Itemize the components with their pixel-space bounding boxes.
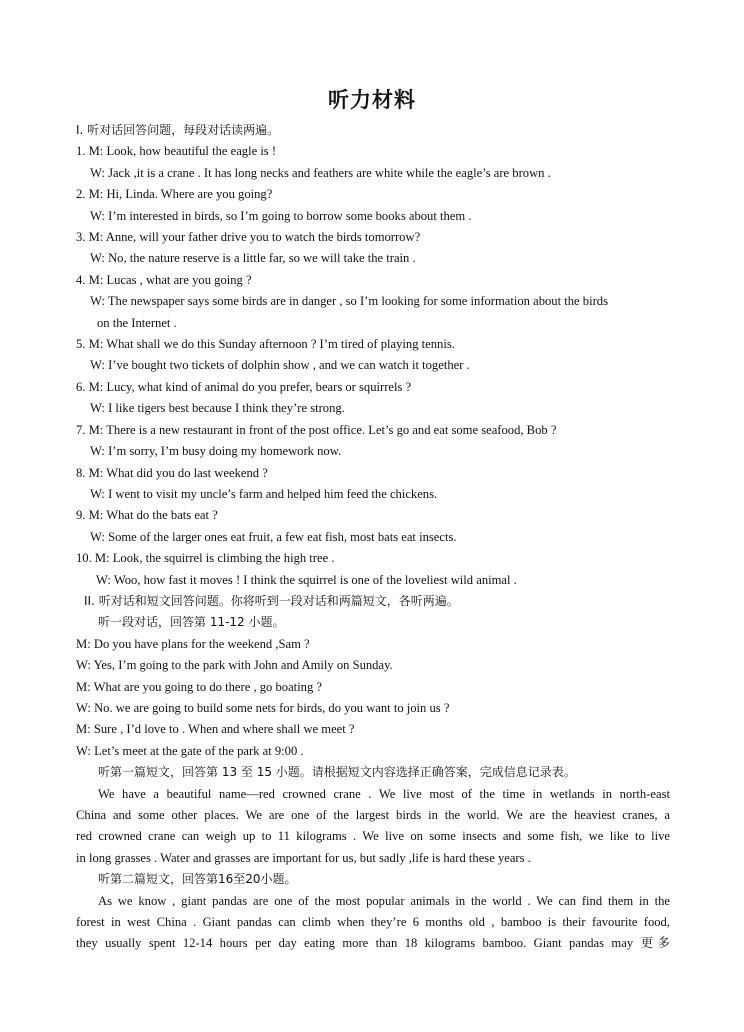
dialogue-line: 8. M: What did you do last weekend ? (76, 465, 268, 480)
dialogue-line: 5. M: What shall we do this Sunday afternoon ? I’m tired of playing tennis. (76, 337, 455, 352)
paragraph-line: in long grasses . Water and grasses are important for us, but sadly ,life is hard these years . (76, 850, 531, 865)
dialogue-line: 2. M: Hi, Linda. Where are you going? (76, 187, 273, 202)
paragraph-line: We have a beautiful name—red crowned crane . We live most of the time in wetlands in north-east (98, 786, 670, 801)
dialogue-line: on the Internet . (97, 315, 177, 330)
paragraph-line: China and some other places. We are one of the largest birds in the world. We are the heaviest cranes, a (76, 808, 670, 822)
document-body (76, 120, 670, 955)
dialogue-line: 4. M: Lucas , what are you going ? (76, 272, 252, 287)
paragraph-line: forest in west China . Giant pandas can climb when they’re 6 months old , bamboo is their favourite food, (76, 915, 670, 930)
dialogue-line: W: No. we are going to build some nets for birds, do you want to join us ? (76, 700, 450, 715)
dialogue-line: M: Do you have plans for the weekend ,Sam ? (76, 636, 310, 651)
dialogue-line: 10. M: Look, the squirrel is climbing the high tree . (76, 551, 335, 566)
dialogue-line: W: I like tigers best because I think they’re strong. (90, 401, 345, 416)
page-title: 听力材料 (328, 88, 416, 112)
dialogue-line: M: What are you going to do there , go boating ? (76, 679, 322, 694)
dialogue-line: W: Yes, I’m going to the park with John and Amily on Sunday. (76, 658, 393, 673)
section-heading-2: II. 听对话和短文回答问题。你将听到一段对话和两篇短文，各听两遍。 (84, 593, 459, 608)
sub-heading: 听第二篇短文，回答第16至20小题。 (98, 872, 297, 887)
sub-heading: 听一段对话，回答第 11-12 小题。 (98, 615, 285, 630)
paragraph-line: As we know , giant pandas are one of the most popular animals in the world . We can find them in the (98, 893, 670, 908)
paragraph-line: red crowned crane can weigh up to 11 kilograms . We live on some insects and some fish, we like to live (76, 829, 670, 844)
dialogue-line: W: No, the nature reserve is a little far, so we will take the train . (90, 251, 416, 266)
dialogue-line: 1. M: Look, how beautiful the eagle is ! (76, 144, 277, 159)
dialogue-line: W: Let’s meet at the gate of the park at 9:00 . (76, 743, 304, 758)
sub-heading: 听第一篇短文，回答第 13 至 15 小题。请根据短文内容选择正确答案，完成信息记录表。 (98, 765, 576, 780)
dialogue-line: M: Sure , I’d love to . When and where shall we meet ? (76, 722, 355, 737)
dialogue-line: W: Some of the larger ones eat fruit, a few eat fish, most bats eat insects. (90, 529, 457, 544)
dialogue-line: W: I’m interested in birds, so I’m going to borrow some books about them . (90, 208, 472, 223)
dialogue-line: W: I went to visit my uncle’s farm and helped him feed the chickens. (90, 486, 438, 501)
dialogue-line: W: Jack ,it is a crane . It has long necks and feathers are white while the eagle’s are brown . (90, 165, 551, 180)
paragraph-line: they usually spent 12-14 hours per day eating more than 18 kilograms bamboo. Giant pandas may 更多 (76, 936, 670, 951)
dialogue-line: W: I’ve bought two tickets of dolphin show , and we can watch it together . (90, 358, 470, 373)
dialogue-line: 7. M: There is a new restaurant in front of the post office. Let’s go and eat some seafood, Bob ? (76, 422, 557, 437)
section-heading-1: I. 听对话回答问题，每段对话读两遍。 (76, 123, 280, 137)
dialogue-line: 9. M: What do the bats eat ? (76, 508, 218, 523)
dialogue-line: W: The newspaper says some birds are in danger , so I’m looking for some information about the birds (90, 294, 608, 309)
dialogue-line: 6. M: Lucy, what kind of animal do you prefer, bears or squirrels ? (76, 379, 412, 394)
dialogue-line: W: I’m sorry, I’m busy doing my homework now. (90, 444, 342, 459)
dialogue-line: 3. M: Anne, will your father drive you to watch the birds tomorrow? (76, 230, 421, 245)
dialogue-line: W: Woo, how fast it moves ! I think the squirrel is one of the loveliest wild animal . (96, 572, 517, 587)
